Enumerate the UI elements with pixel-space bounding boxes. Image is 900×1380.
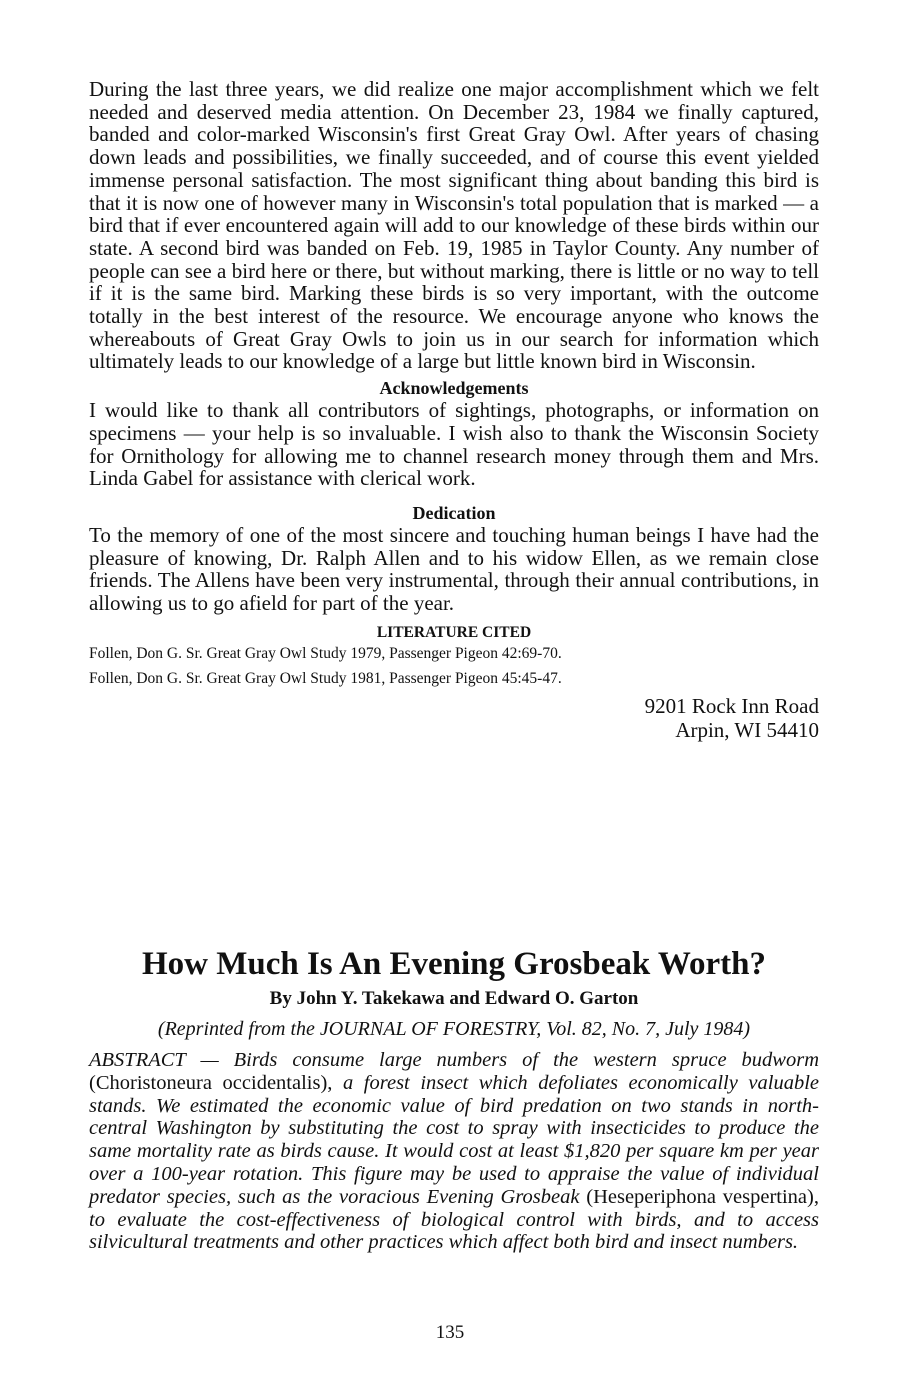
abstract-paragraph — [89, 1049, 819, 1254]
dedication-paragraph: To the memory of one of the most sincere and touching human beings I have had the pleasure of knowing, Dr. Ralph Allen and to his widow Ellen, as we remain close friends. The Allens have been very instrumental, through their annual contributions, in allowing us to go afield for part of the year. — [89, 522, 819, 616]
species-name: (Heseperiphona vespertina), — [586, 1185, 819, 1208]
page-body — [89, 78, 819, 742]
address-city: Arpin, WI 54410 — [675, 717, 819, 742]
literature-entry: Follen, Don G. Sr. Great Gray Owl Study 1979, Passenger Pigeon 42:69-70. — [89, 644, 562, 662]
acknowledgements-heading: Acknowledgements — [379, 378, 529, 399]
literature-entry: Follen, Don G. Sr. Great Gray Owl Study 1981, Passenger Pigeon 45:45-47. — [89, 669, 562, 687]
species-name: (Choristoneura occidentalis), — [89, 1071, 333, 1094]
author-address — [89, 694, 819, 742]
acknowledgements-paragraph: I would like to thank all contributors of sightings, photographs, or information on specimens — your help is so invaluable. I wish also to thank the Wisconsin Society for Ornithology for allowing me to channel research money through them and Mrs. Linda Gabel for assistance with clerical work. — [89, 398, 819, 491]
abstract-text: to evaluate the cost-effectiveness of biological control with birds, and to access silvicultural treatments and other practices which affect both bird and insect numbers. — [89, 1208, 819, 1254]
address-street: 9201 Rock Inn Road — [644, 693, 819, 718]
dedication-heading: Dedication — [412, 502, 496, 523]
literature-cited-heading: LITERATURE CITED — [376, 623, 532, 641]
article-byline: By John Y. Takekawa and Edward O. Garton — [269, 988, 639, 1009]
article-title: How Much Is An Evening Grosbeak Worth? — [141, 946, 767, 982]
reprint-note: (Reprinted from the JOURNAL OF FORESTRY, Vol. 82, No. 7, July 1984) — [157, 1018, 751, 1040]
page-number: 135 — [435, 1322, 465, 1343]
abstract-text: a forest insect which defoliates economically valuable stands. We estimated the economic value of bird predation on two stands in north-central Washington by substituting the cost to spray with insecticides to produce the same mortality rate as birds cause. It would cost at least $1,820 per square km per year over a 100-year rotation. This figure may be used to appraise the value of individual predator species, such as the voracious Evening Grosbeak — [89, 1071, 819, 1208]
article-section — [89, 944, 819, 1254]
intro-paragraph: During the last three years, we did realize one major accomplishment which we felt needed and deserved media attention. On December 23, 1984 we finally captured, banded and color-marked Wisconsin's first Great Gray Owl. After years of chasing down leads and possibilities, we finally succeeded, and of course this event yielded immense personal satisfaction. The most significant thing about banding this bird is that it is now one of however many in Wisconsin's total population that is marked — a bird that if ever encountered again will add to our knowledge of these birds within our state. A second bird was banded on Feb. 19, 1985 in Taylor County. Any number of people can see a bird here or there, but without marking, there is little or no way to tell if it is the same bird. Marking these birds is so very important, with the outcome totally in the best interest of the resource. We encourage anyone who knows the whereabouts of Great Gray Owls to join us in our search for information which ultimately leads to our knowledge of a large but little known bird in Wisconsin. — [89, 77, 819, 374]
abstract-text: ABSTRACT — Birds consume large numbers of the western spruce budworm — [89, 1049, 819, 1071]
